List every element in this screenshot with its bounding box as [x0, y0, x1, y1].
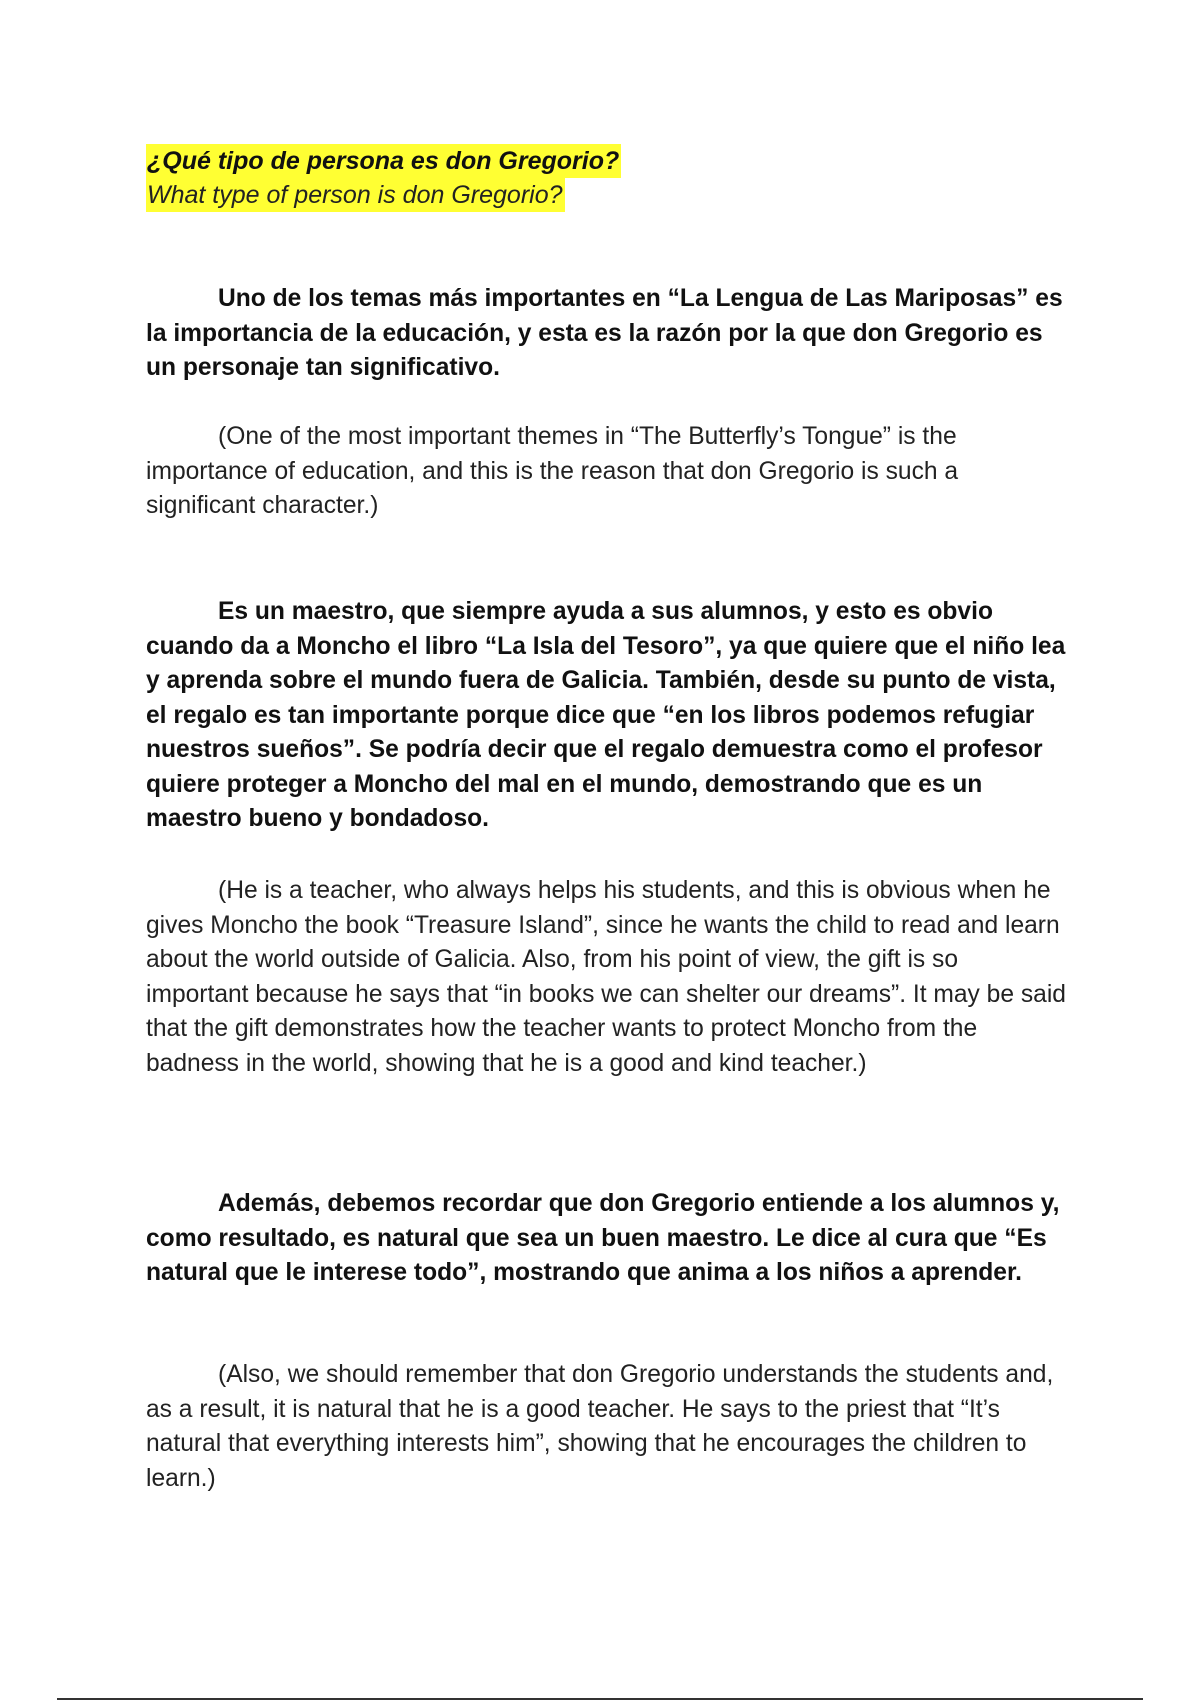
paragraph-english-understands: (Also, we should remember that don Gregorio understands the students and, as a result, it is natural that he is a good teacher. He says to the priest that “It’s natural that everything interests him”, showing that he encourages the children to learn.) — [146, 1361, 1054, 1492]
paragraph-english-intro: (One of the most important themes in “The Butterfly’s Tongue” is the importance of education, and this is the reason that don Gregorio is such a significant character.) — [146, 423, 959, 519]
paragraph-spanish-understands: Además, debemos recordar que don Gregorio entiende a los alumnos y, como resultado, es natural que sea un buen maestro. Le dice al cura que “Es natural que le interese todo”, mostrando que anima a los niños a aprender. — [146, 1190, 1060, 1286]
paragraph-spanish-intro: Uno de los temas más importantes en “La Lengua de Las Mariposas” es la importancia de la educación, y esta es la razón por la que don Gregorio es un personaje tan significativo. — [146, 285, 1063, 381]
question-english: What type of person is don Gregorio? — [146, 178, 565, 212]
question-spanish: ¿Qué tipo de persona es don Gregorio? — [146, 144, 621, 178]
question-heading — [146, 144, 1046, 212]
paragraph-english-teacher: (He is a teacher, who always helps his students, and this is obvious when he gives Moncho the book “Treasure Island”, since he wants the child to read and learn about the world outside of Galicia. Also, from his point of view, the gift is so important because he says that “in books we can shelter our dreams”. It may be said that the gift demonstrates how the teacher wants to protect Moncho from the badness in the world, showing that he is a good and kind teacher.) — [146, 877, 1066, 1077]
paragraph-spanish-teacher: Es un maestro, que siempre ayuda a sus alumnos, y esto es obvio cuando da a Moncho el libro “La Isla del Tesoro”, ya que quiere que el niño lea y aprenda sobre el mundo fuera de Galicia. También, desde su punto de vista, el regalo es tan importante porque dice que “en los libros podemos refugiar nuestros sueños”. Se podría decir que el regalo demuestra como el profesor quiere proteger a Moncho del mal en el mundo, demostrando que es un maestro bueno y bondadoso. — [146, 598, 1066, 832]
